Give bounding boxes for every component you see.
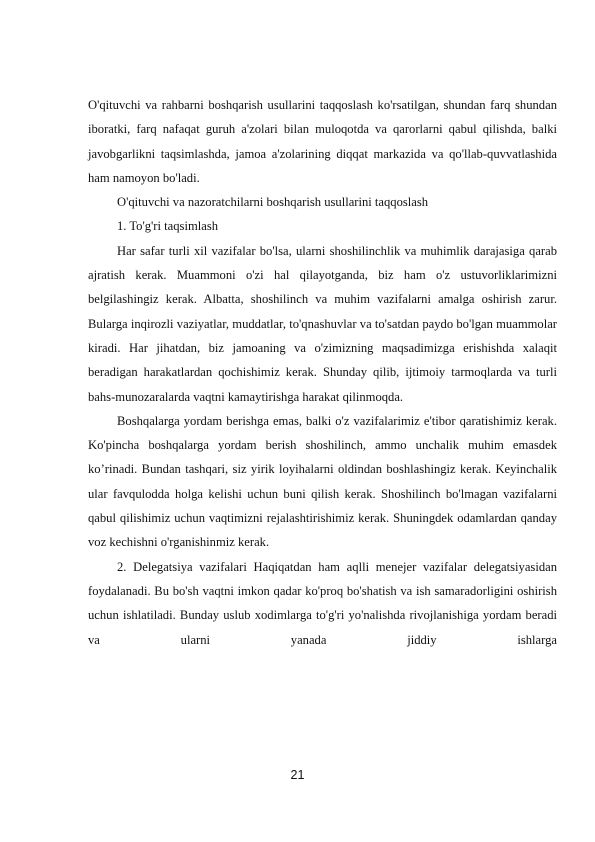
delegation-paragraph: 2. Delegatsiya vazifalari Haqiqatdan ham aqlli menejer vazifalar delegatsiyasidan foydalanadi. Bu bo'sh vaqtni imkon qadar ko'proq bo'shatish va ish samaradorligini oshirish uchun ishlatiladi. Bunday uslub xodimlarga to'g'ri yo'nalishda rivojlanishiga yordam beradi va ularni yanada jiddiy ishlarga xyxy=(88,559,557,647)
section-heading: O'qituvchi va nazoratchilarni boshqarish usullarini taqqoslash xyxy=(117,195,429,210)
page-number: 21 xyxy=(290,768,305,782)
body-paragraph: Har safar turli xil vazifalar bo'lsa, ularni shoshilinchlik va muhimlik darajasiga qarab ajratish kerak. Muammoni o'zi hal qilayotganda, biz ham o'z ustuvorliklarimizni belgilashingiz kerak. Albatta, shoshilinch va muhim vazifalarni amalga oshirish zarur. Bularga inqirozli vaziyatlar, muddatlar, to'qnashuvlar va to'satdan paydo bo'lgan muammolar kiradi. Har jihatdan, biz jamoaning va o'zimizning maqsadimizga erishishda xalaqit beradigan harakatlardan qochishimiz kerak. Shunday qilib, ijtimoiy tarmoqlarda va turli bahs-munozaralarda vaqtni kamaytirishga harakat qilinmoqda. xyxy=(88,243,557,404)
intro-paragraph: O'qituvchi va rahbarni boshqarish usullarini taqqoslash ko'rsatilgan, shundan farq shundan iboratki, farq nafaqat guruh a'zolari bilan muloqotda va qarorlarni qabul qilishda, balki javobgarlikni taqsimlashda, jamoa a'zolarining diqqat markazida va qo'llab-quvvatlashida ham namoyon bo'ladi. xyxy=(88,98,557,185)
subsection-heading: 1. To'g'ri taqsimlash xyxy=(117,219,219,234)
document-page xyxy=(88,93,557,652)
body-paragraph: Boshqalarga yordam berishga emas, balki o'z vazifalarimiz e'tibor qaratishimiz kerak. Ko'pincha boshqalarga yordam berish shoshilinch, ammo unchalik muhim emasdek ko’rinadi. Bundan tashqari, siz yirik loyihalarni oldindan boshlashingiz kerak. Keyinchalik ular favqulodda holga kelishi uchun buni qilish kerak. Shoshilinch bo'lmagan vazifalarni qabul qilishimiz uchun vaqtimizni rejalashtirishimiz kerak. Shuningdek odamlardan qanday voz kechishni o'rganishinmiz kerak. xyxy=(88,413,557,550)
